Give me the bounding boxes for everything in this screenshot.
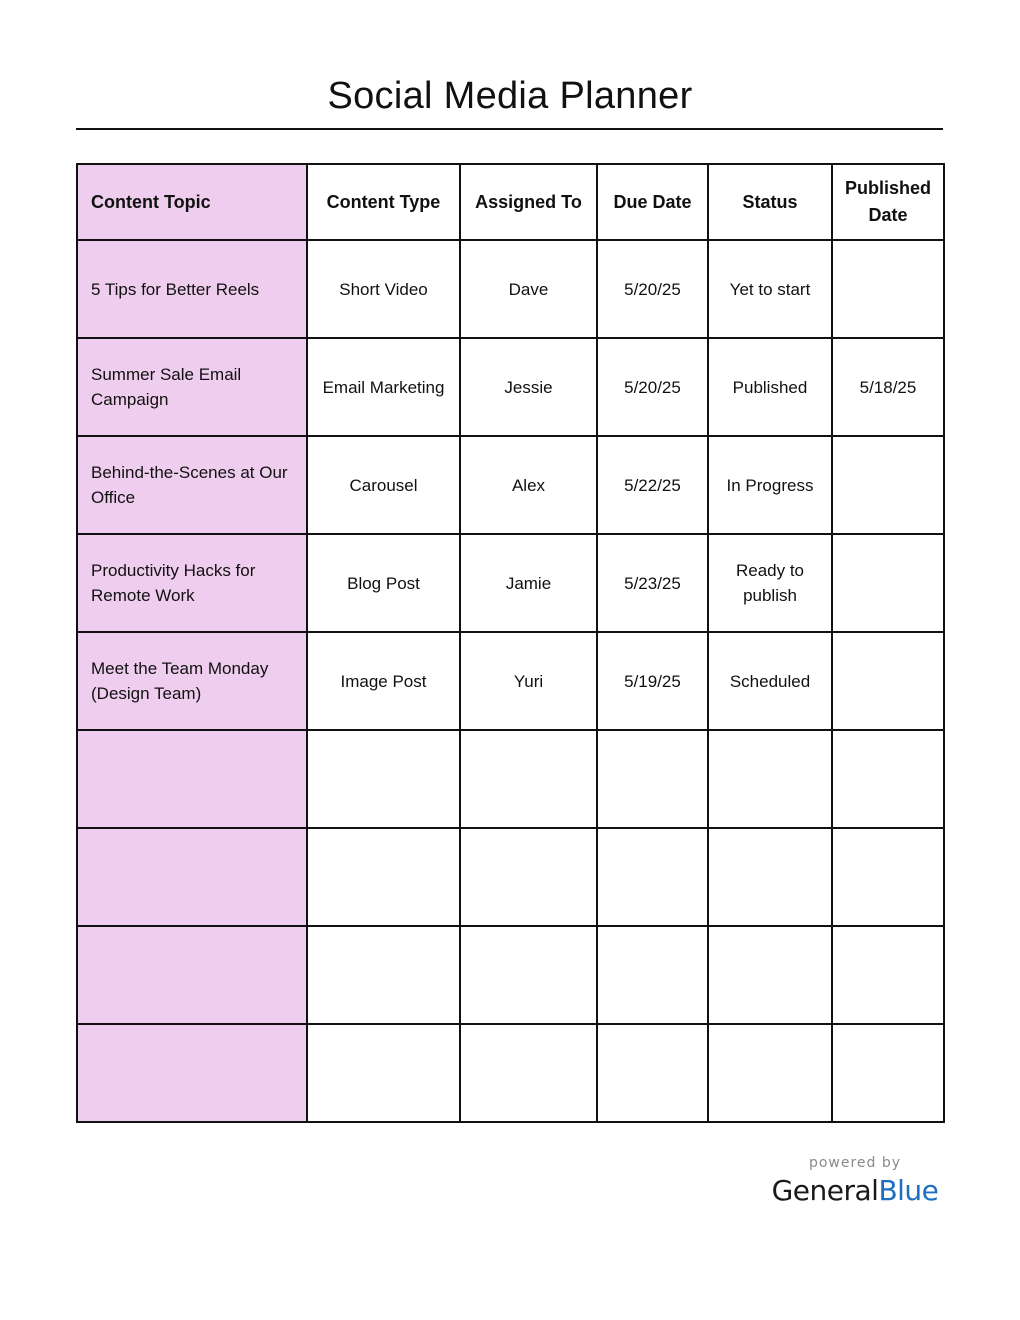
- generalblue-logo[interactable]: [770, 1172, 940, 1210]
- cell-published-date[interactable]: [832, 436, 944, 534]
- planner-table: [76, 163, 945, 1123]
- cell-due-date[interactable]: 5/20/25: [597, 240, 708, 338]
- powered-by-label: powered by: [808, 1155, 902, 1171]
- cell-due-date[interactable]: [597, 730, 708, 828]
- cell-content-type[interactable]: Image Post: [307, 632, 460, 730]
- cell-content-topic[interactable]: Behind-the-Scenes at Our Office: [77, 436, 307, 534]
- cell-assigned-to[interactable]: [460, 828, 597, 926]
- cell-content-type[interactable]: [307, 730, 460, 828]
- cell-due-date[interactable]: [597, 1024, 708, 1122]
- brand-name-blue: Blue: [878, 1174, 939, 1207]
- table-row: [77, 534, 944, 632]
- table-row: [77, 1024, 944, 1122]
- cell-published-date[interactable]: [832, 632, 944, 730]
- cell-content-topic[interactable]: Productivity Hacks for Remote Work: [77, 534, 307, 632]
- cell-content-type[interactable]: [307, 1024, 460, 1122]
- header-content-topic: Content Topic: [77, 164, 307, 240]
- cell-content-topic[interactable]: [77, 730, 307, 828]
- cell-status[interactable]: Scheduled: [708, 632, 832, 730]
- cell-assigned-to[interactable]: Dave: [460, 240, 597, 338]
- brand-name-general: General: [771, 1174, 879, 1207]
- table-row: [77, 436, 944, 534]
- cell-published-date[interactable]: 5/18/25: [832, 338, 944, 436]
- cell-content-type[interactable]: Short Video: [307, 240, 460, 338]
- cell-published-date[interactable]: [832, 240, 944, 338]
- cell-published-date[interactable]: [832, 926, 944, 1024]
- cell-assigned-to[interactable]: Jamie: [460, 534, 597, 632]
- cell-content-topic[interactable]: 5 Tips for Better Reels: [77, 240, 307, 338]
- cell-content-type[interactable]: Blog Post: [307, 534, 460, 632]
- cell-status[interactable]: Yet to start: [708, 240, 832, 338]
- cell-published-date[interactable]: [832, 730, 944, 828]
- cell-content-topic[interactable]: [77, 828, 307, 926]
- cell-status[interactable]: [708, 828, 832, 926]
- cell-assigned-to[interactable]: [460, 1024, 597, 1122]
- cell-status[interactable]: [708, 1024, 832, 1122]
- cell-assigned-to[interactable]: Alex: [460, 436, 597, 534]
- header-content-type: Content Type: [307, 164, 460, 240]
- title-divider: [76, 128, 943, 130]
- cell-content-type[interactable]: [307, 926, 460, 1024]
- cell-status[interactable]: Ready to publish: [708, 534, 832, 632]
- table-row: [77, 338, 944, 436]
- table-row: [77, 730, 944, 828]
- cell-content-topic[interactable]: Summer Sale Email Campaign: [77, 338, 307, 436]
- cell-content-topic[interactable]: [77, 926, 307, 1024]
- header-status: Status: [708, 164, 832, 240]
- cell-due-date[interactable]: 5/20/25: [597, 338, 708, 436]
- page-title: Social Media Planner: [327, 75, 693, 117]
- cell-published-date[interactable]: [832, 828, 944, 926]
- cell-content-type[interactable]: Email Marketing: [307, 338, 460, 436]
- brand-footer: [770, 1154, 940, 1210]
- cell-assigned-to[interactable]: [460, 926, 597, 1024]
- cell-due-date[interactable]: [597, 828, 708, 926]
- table-row: [77, 926, 944, 1024]
- table-row: [77, 828, 944, 926]
- header-row: [77, 164, 944, 240]
- table-row: [77, 240, 944, 338]
- cell-status[interactable]: In Progress: [708, 436, 832, 534]
- cell-content-type[interactable]: Carousel: [307, 436, 460, 534]
- cell-due-date[interactable]: 5/23/25: [597, 534, 708, 632]
- cell-status[interactable]: Published: [708, 338, 832, 436]
- cell-due-date[interactable]: 5/22/25: [597, 436, 708, 534]
- cell-assigned-to[interactable]: [460, 730, 597, 828]
- cell-due-date[interactable]: 5/19/25: [597, 632, 708, 730]
- header-due-date: Due Date: [597, 164, 708, 240]
- header-assigned-to: Assigned To: [460, 164, 597, 240]
- cell-due-date[interactable]: [597, 926, 708, 1024]
- cell-status[interactable]: [708, 926, 832, 1024]
- cell-content-type[interactable]: [307, 828, 460, 926]
- cell-content-topic[interactable]: Meet the Team Monday (Design Team): [77, 632, 307, 730]
- table-row: [77, 632, 944, 730]
- cell-assigned-to[interactable]: Jessie: [460, 338, 597, 436]
- cell-status[interactable]: [708, 730, 832, 828]
- cell-published-date[interactable]: [832, 1024, 944, 1122]
- cell-content-topic[interactable]: [77, 1024, 307, 1122]
- header-published-date: Published Date: [832, 164, 944, 240]
- cell-assigned-to[interactable]: Yuri: [460, 632, 597, 730]
- cell-published-date[interactable]: [832, 534, 944, 632]
